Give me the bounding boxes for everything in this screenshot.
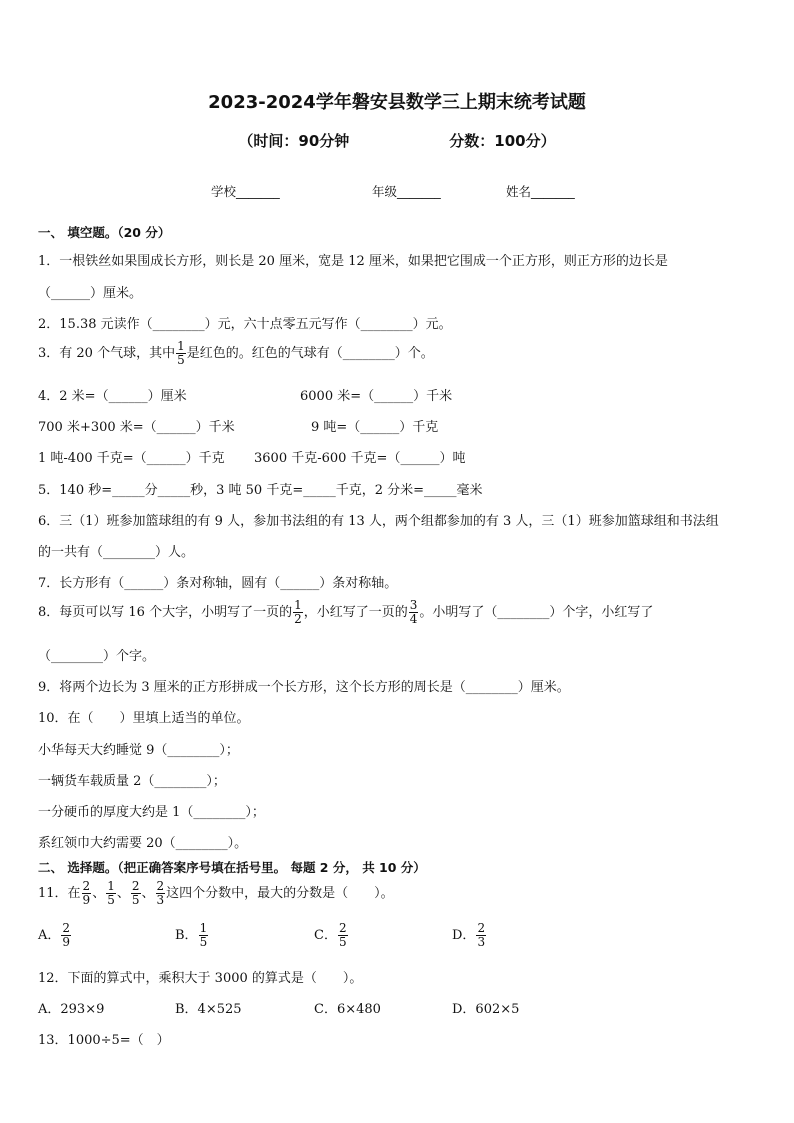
question-11 (38, 880, 394, 907)
option-label: C． (314, 928, 337, 943)
fraction (106, 880, 116, 907)
section-2-heading: 二、 选择题。（把正确答案序号填在括号里。 每题 2 分， 共 10 分） (38, 860, 426, 875)
option-b (175, 922, 209, 949)
separator: 、 (141, 886, 155, 901)
question-3-pre: 3．有 20 个气球，其中 (38, 346, 176, 361)
fraction (61, 922, 71, 949)
fraction-numerator: 2 (62, 921, 71, 935)
question-4-item: 1 吨-400 千克=（______）千克 (38, 451, 225, 466)
fraction-numerator: 2 (338, 921, 347, 935)
question-4-item: 6000 米=（______）千米 (300, 389, 453, 404)
fraction (199, 922, 209, 949)
question-11-options (38, 922, 758, 958)
fraction-numerator: 1 (177, 339, 185, 353)
question-5: 5．140 秒=_____分_____秒，3 吨 50 千克=_____千克，2 分米=_____毫米 (38, 483, 483, 498)
option-b: B．4×525 (175, 1002, 242, 1017)
fraction (338, 922, 348, 949)
fraction (176, 340, 186, 367)
question-11-pre: 11．在 (38, 886, 81, 901)
fraction-denominator: 4 (409, 612, 418, 626)
fraction (131, 880, 141, 907)
fraction-numerator: 3 (409, 598, 418, 612)
option-a (38, 922, 72, 949)
question-9: 9．将两个边长为 3 厘米的正方形拼成一个长方形，这个长方形的周长是（________）厘米。 (38, 680, 570, 695)
separator: 、 (116, 886, 130, 901)
fraction (293, 599, 303, 626)
fraction-numerator: 2 (156, 879, 165, 893)
question-6-line-1: 6．三（1）班参加篮球组的有 9 人，参加书法组的有 13 人，两个组都参加的有 3 人，三（1）班参加篮球组和书法组 (38, 514, 719, 529)
fraction-denominator: 5 (131, 893, 140, 907)
fraction-numerator: 1 (294, 598, 302, 612)
question-4-row-1 (38, 385, 187, 404)
fraction (409, 599, 419, 626)
fraction (156, 880, 166, 907)
question-11-post: 这四个分数中，最大的分数是（ ）。 (166, 886, 394, 901)
question-3 (38, 340, 434, 367)
name-field: 姓名_______ (506, 184, 575, 199)
fraction-numerator: 2 (82, 879, 91, 893)
option-c: C．6×480 (314, 1002, 381, 1017)
option-c (314, 922, 349, 949)
grade-field: 年级_______ (372, 184, 441, 199)
question-1-line-1: 1．一根铁丝如果围成长方形，则长是 20 厘米，宽是 12 厘米，如果把它围成一个正方形，则正方形的边长是 (38, 254, 668, 269)
fraction-denominator: 2 (294, 612, 302, 626)
fraction-numerator: 1 (199, 921, 208, 935)
exam-title: 2023-2024学年磐安县数学三上期末统考试题 (208, 92, 586, 113)
school-field: 学校_______ (211, 184, 280, 199)
question-10-item: 一辆货车载质量 2（________）； (38, 774, 226, 789)
fraction-denominator: 9 (62, 935, 71, 949)
section-1-heading: 一、 填空题。（20 分） (38, 225, 171, 240)
question-4-item: 3600 千克-600 千克=（______）吨 (254, 451, 466, 466)
total-score: 分数：100分） (449, 132, 556, 150)
question-3-post: 是红色的。红色的气球有（________）个。 (186, 346, 434, 361)
fraction-numerator: 2 (131, 879, 140, 893)
student-info (0, 182, 794, 202)
question-12: 12．下面的算式中，乘积大于 3000 的算式是（ ）。 (38, 971, 363, 986)
fraction (82, 880, 92, 907)
question-8-line-2: （________）个字。 (38, 649, 156, 664)
question-8-mid: ，小红写了一页的 (303, 605, 408, 620)
fraction-denominator: 5 (338, 935, 347, 949)
question-4-item: 4．2 米=（______）厘米 (38, 389, 187, 404)
question-10-item: 系红领巾大约需要 20（________）。 (38, 836, 248, 851)
question-8-pre: 8．每页可以写 16 个大字，小明写了一页的 (38, 605, 293, 620)
option-label: B． (175, 928, 198, 943)
fraction-denominator: 5 (177, 353, 185, 367)
question-4-item: 700 米+300 米=（______）千米 (38, 420, 235, 435)
question-1-line-2: （______）厘米。 (38, 286, 143, 301)
option-label: A． (38, 928, 61, 943)
option-label: D． (452, 928, 476, 943)
fraction-numerator: 1 (107, 879, 115, 893)
question-12-options (38, 998, 758, 1016)
question-4-item: 9 吨=（______）千克 (311, 420, 439, 435)
exam-subtitle (0, 130, 794, 151)
fraction-denominator: 9 (82, 893, 91, 907)
fraction-denominator: 3 (477, 935, 486, 949)
option-d (452, 922, 487, 949)
question-2: 2．15.38 元读作（________）元，六十点零五元写作（________）元。 (38, 317, 452, 332)
option-d: D．602×5 (452, 1002, 520, 1017)
question-10-item: 小华每天大约睡觉 9（________）； (38, 743, 239, 758)
question-13: 13．1000÷5=（ ） (38, 1033, 170, 1048)
question-10-item: 一分硬币的厚度大约是 1（________）； (38, 805, 265, 820)
question-7: 7．长方形有（______）条对称轴，圆有（______）条对称轴。 (38, 576, 398, 591)
fraction-denominator: 3 (156, 893, 165, 907)
question-8-line-1 (38, 599, 653, 626)
fraction-denominator: 5 (107, 893, 115, 907)
question-8-post: 。小明写了（________）个字，小红写了 (419, 605, 654, 620)
separator: 、 (92, 886, 106, 901)
fraction-denominator: 5 (199, 935, 208, 949)
fraction-numerator: 2 (477, 921, 486, 935)
option-a: A．293×9 (38, 1002, 105, 1017)
fraction (476, 922, 486, 949)
time-limit: （时间：90分钟 (238, 132, 350, 150)
question-10: 10．在（ ）里填上适当的单位。 (38, 711, 250, 726)
question-6-line-2: 的一共有（________）人。 (38, 545, 195, 560)
